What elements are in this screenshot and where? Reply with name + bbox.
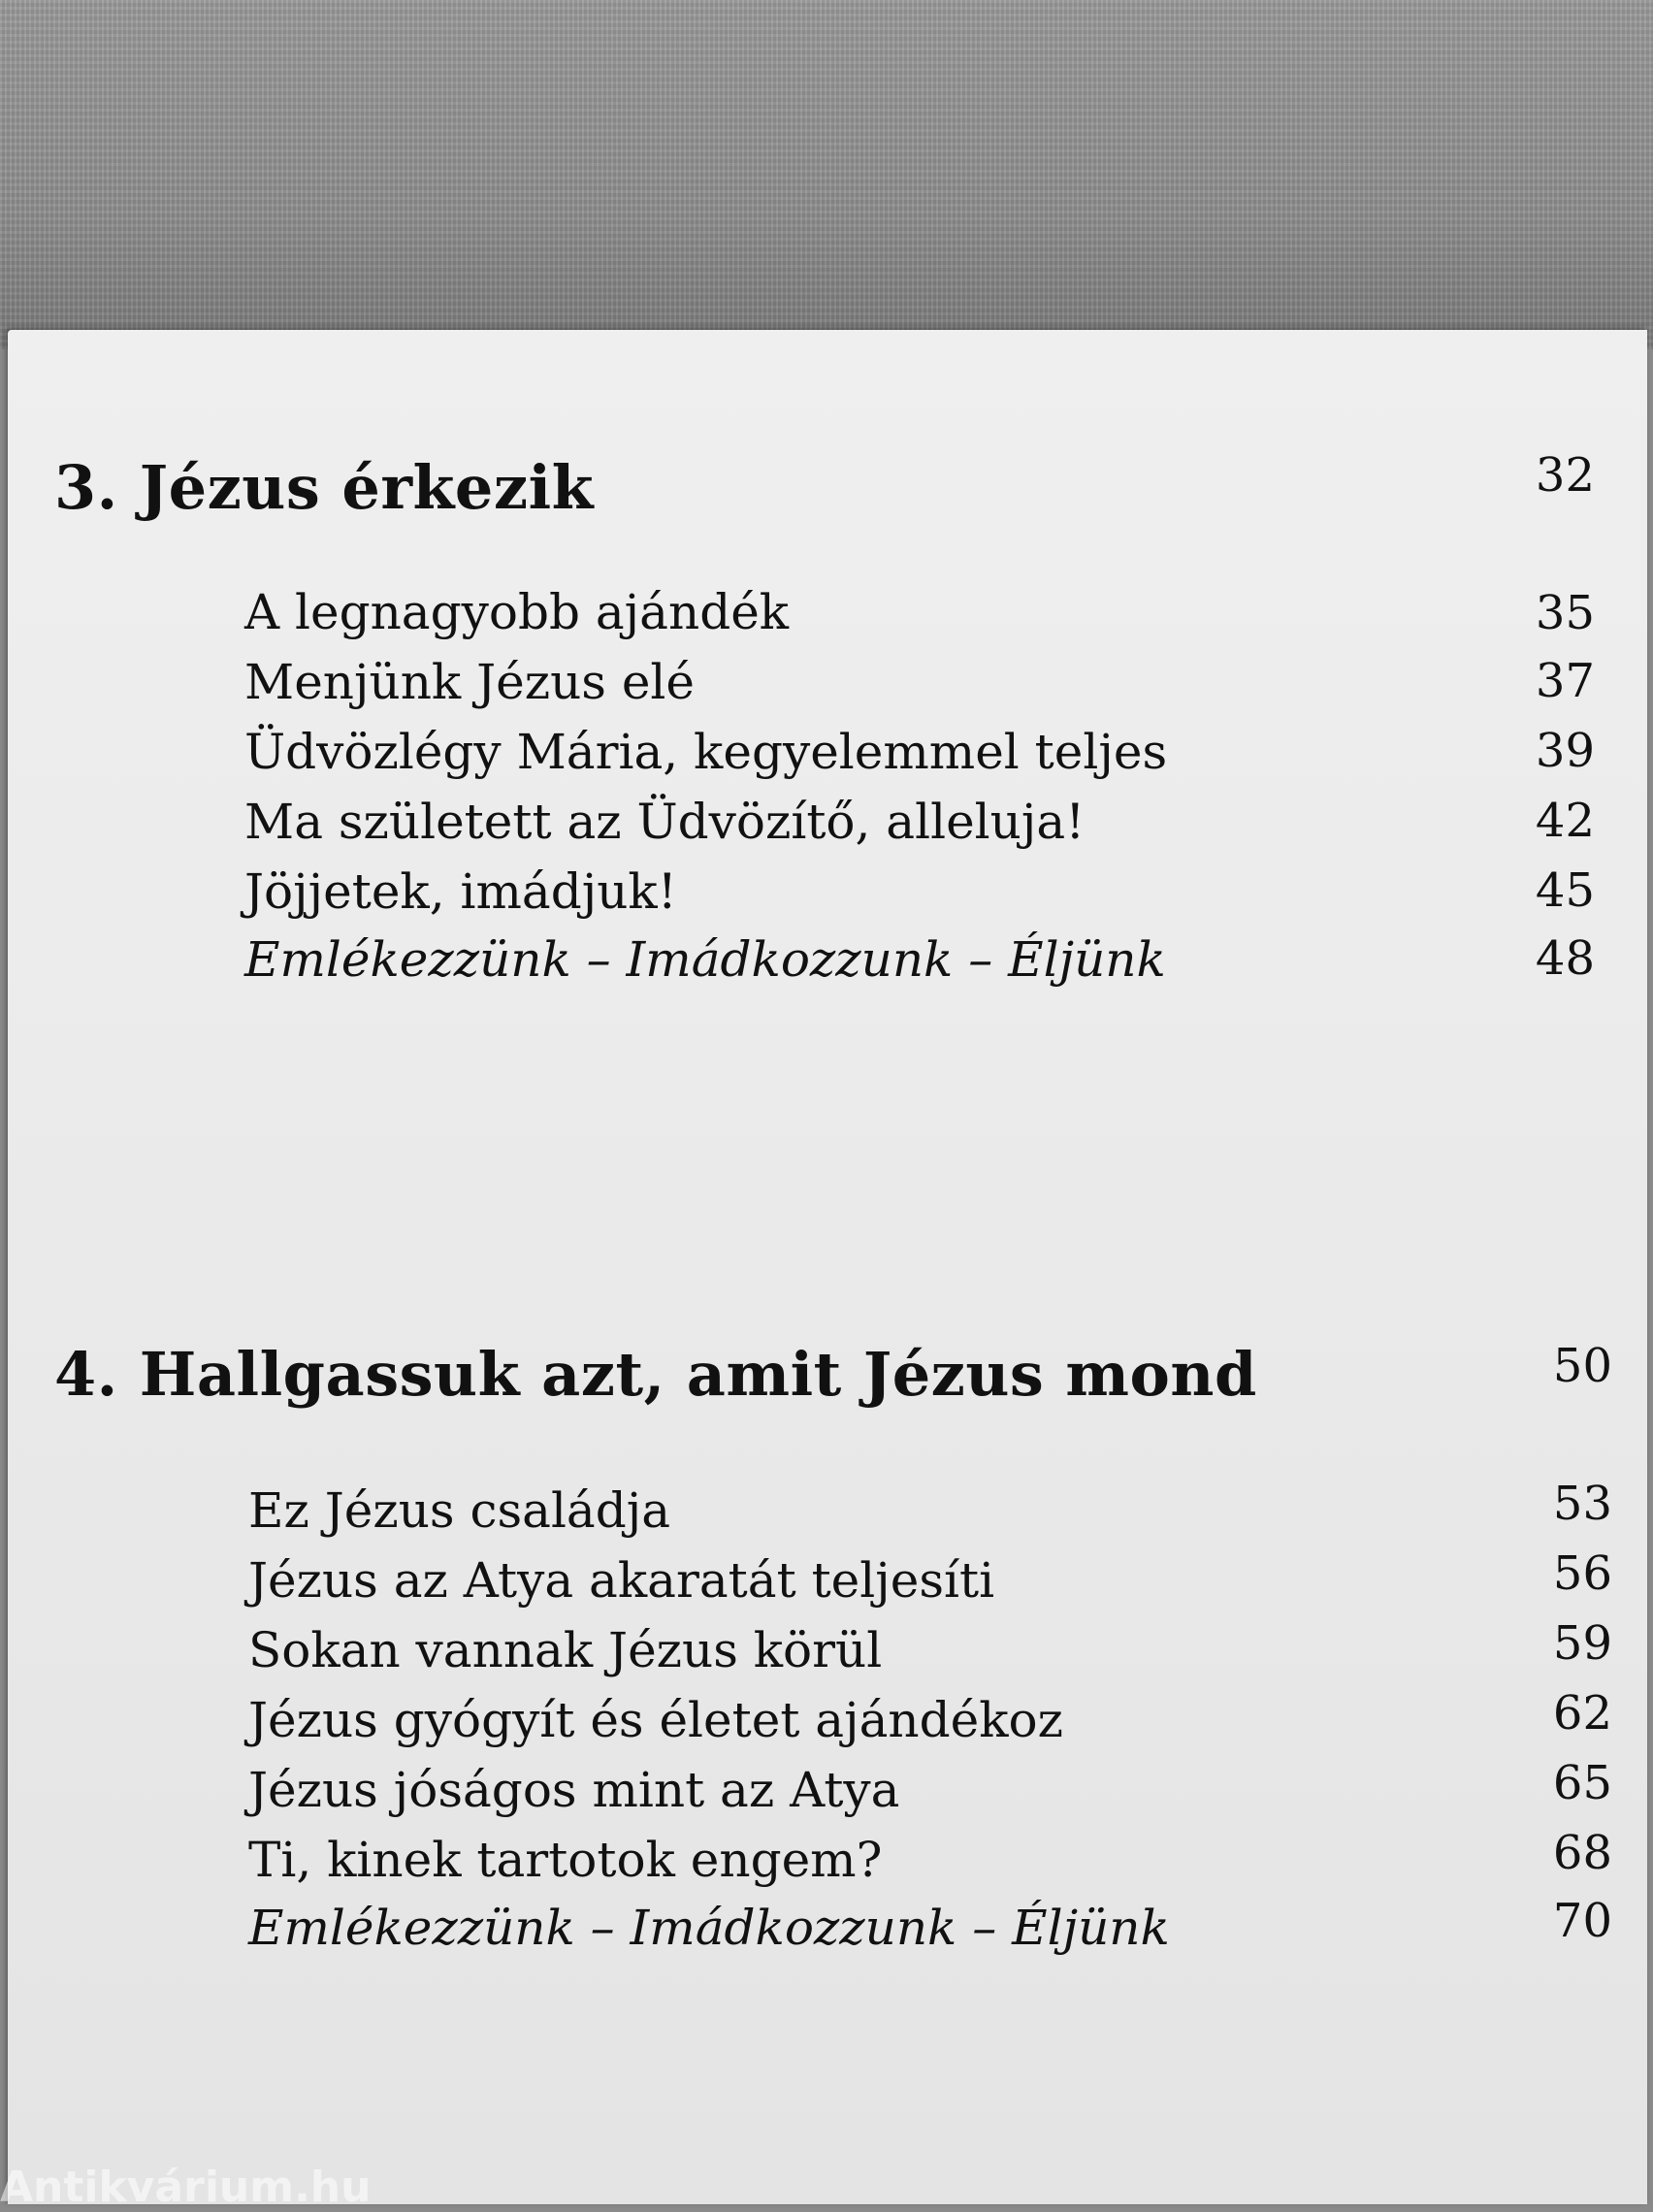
toc-entry: Ez Jézus családja (248, 1482, 671, 1539)
toc-entry: Jézus gyógyít és életet ajándékoz (248, 1692, 1063, 1748)
toc-entry-closing: Emlékezzünk – Imádkozzunk – Éljünk (248, 1900, 1170, 1956)
section-3-title: 3. Jézus érkezik (54, 452, 595, 523)
toc-entry: Sokan vannak Jézus körül (248, 1622, 883, 1678)
toc-entry: Jézus az Atya akaratát teljesíti (248, 1552, 995, 1609)
toc-entry: Ma született az Üdvözítő, alleluja! (244, 794, 1086, 850)
toc-entry: Menjünk Jézus elé (244, 654, 695, 710)
toc-entry-page-number: 59 (1552, 1616, 1612, 1671)
toc-entry-page-number: 39 (1535, 724, 1595, 778)
toc-entry-page-number: 42 (1535, 794, 1595, 848)
toc-entry-page-number: 68 (1552, 1826, 1612, 1880)
section-4-page-number: 50 (1552, 1339, 1612, 1393)
section-3-page-number: 32 (1535, 448, 1595, 503)
toc-entry-page-number: 56 (1552, 1546, 1612, 1601)
toc-entry-page-number: 35 (1535, 586, 1595, 640)
book-page (8, 330, 1647, 2204)
toc-entry-page-number: 65 (1552, 1756, 1612, 1810)
background-surface (0, 0, 1653, 349)
toc-entry: Jöjjetek, imádjuk! (244, 863, 677, 920)
toc-entry: Jézus jóságos mint az Atya (248, 1762, 900, 1818)
toc-entry-page-number: 37 (1535, 654, 1595, 708)
toc-entry: Üdvözlégy Mária, kegyelemmel teljes (244, 724, 1168, 780)
toc-entry: Ti, kinek tartotok engem? (248, 1832, 883, 1888)
section-4-title: 4. Hallgassuk azt, amit Jézus mond (54, 1339, 1257, 1410)
toc-entry-page-number: 53 (1552, 1477, 1612, 1531)
toc-entry-page-number: 70 (1552, 1894, 1612, 1948)
toc-entry-page-number: 45 (1535, 863, 1595, 918)
watermark: Antikvárium.hu (0, 2163, 372, 2212)
toc-entry: A legnagyobb ajándék (244, 584, 790, 640)
toc-entry-page-number: 48 (1535, 931, 1595, 986)
toc-entry-page-number: 62 (1552, 1686, 1612, 1740)
toc-entry-closing: Emlékezzünk – Imádkozzunk – Éljünk (244, 931, 1166, 988)
